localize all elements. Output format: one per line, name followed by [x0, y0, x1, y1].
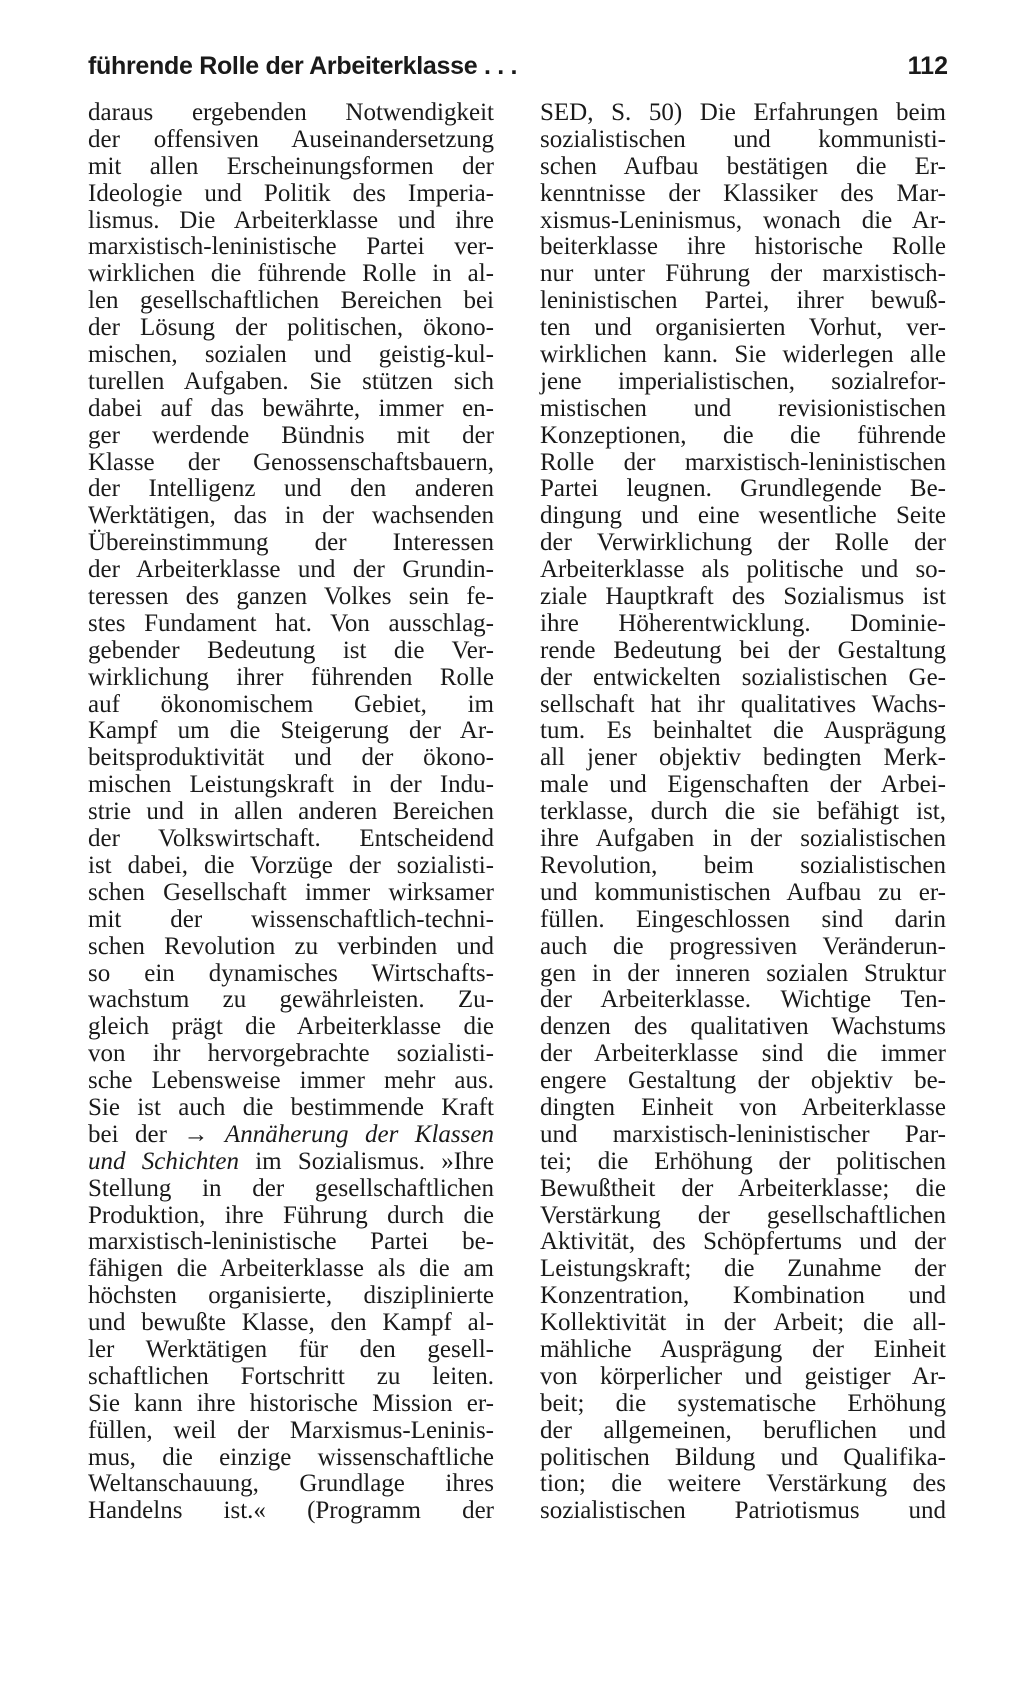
text-line: der Intelligenz und den anderen — [88, 475, 494, 503]
text-line: daraus ergebenden Notwendigkeit — [88, 99, 494, 126]
text-line: der Verwirklichung der Rolle der — [540, 529, 946, 557]
text-line: kenntnisse der Klassiker des Mar- — [540, 179, 946, 207]
text-line: Sie ist auch die bestimmende Kraft — [88, 1093, 494, 1121]
text-line: Ideologie und Politik des Imperia- — [88, 179, 494, 207]
text-line: ihre Höherentwicklung. Dominie- — [540, 609, 946, 637]
text-line: mit allen Erscheinungsformen der — [88, 152, 494, 180]
text-line: der entwickelten sozialistischen Ge- — [540, 663, 946, 691]
text-line: auf ökonomischem Gebiet, im — [88, 690, 494, 718]
text-line: Weltanschauung, Grundlage ihres — [88, 1470, 494, 1498]
text-line: Partei leugnen. Grundlegende Be- — [540, 475, 946, 503]
text-line: gleich prägt die Arbeiterklasse die — [88, 1013, 494, 1041]
text-line: Stellung in der gesellschaftlichen — [88, 1174, 494, 1202]
cross-reference-arrow-icon: → — [183, 1120, 209, 1148]
text-line: Produktion, ihre Führung durch die — [88, 1201, 494, 1229]
text-line: Konzentration, Kombination und — [540, 1282, 946, 1310]
text-line: mähliche Ausprägung der Einheit — [540, 1335, 946, 1363]
text-line: mischen, sozialen und geistig-kul- — [88, 341, 494, 369]
text-line: der Lösung der politischen, ökono- — [88, 314, 494, 342]
text-line: politischen Bildung und Qualifika- — [540, 1443, 946, 1471]
text-line: marxistisch-leninistische Partei ver- — [88, 233, 494, 261]
text-line: der Arbeiterklasse. Wichtige Ten- — [540, 986, 946, 1014]
text-line: schen Revolution zu verbinden und — [88, 932, 494, 960]
text-line: ist dabei, die Vorzüge der sozialisti- — [88, 851, 494, 879]
text-line: tum. Es beinhaltet die Ausprägung — [540, 717, 946, 745]
text-line: der offensiven Auseinandersetzung — [88, 125, 494, 153]
text-line: und marxistisch-leninistischer Par- — [540, 1120, 946, 1148]
text-line: xismus-Leninismus, wonach die Ar- — [540, 206, 946, 234]
text-line: wirklichen kann. Sie widerlegen alle — [540, 341, 946, 369]
text-line: turellen Aufgaben. Sie stützen sich — [88, 367, 494, 395]
text-line: der Arbeiterklasse und der Grundin- — [88, 556, 494, 584]
text-line: ten und organisierten Vorhut, ver- — [540, 314, 946, 342]
text-line: schen Aufbau bestätigen die Er- — [540, 152, 946, 180]
text-line: der allgemeinen, beruflichen und — [540, 1416, 946, 1444]
text-line: von körperlicher und geistiger Ar- — [540, 1362, 946, 1390]
text-line: von ihr hervorgebrachte sozialisti- — [88, 1040, 494, 1068]
text-line: SED, S. 50) Die Erfahrungen beim — [540, 99, 946, 126]
right-column — [540, 100, 946, 1525]
text-line: Klasse der Genossenschaftsbauern, — [88, 448, 494, 476]
text-line: Verstärkung der gesellschaftlichen — [540, 1201, 946, 1229]
text-line: leninistischen Partei, ihrer bewuß- — [540, 287, 946, 315]
text-line: strie und in allen anderen Bereichen — [88, 798, 494, 826]
text-line: all jener objektiv bedingten Merk- — [540, 744, 946, 772]
text-line: wachstum zu gewährleisten. Zu- — [88, 986, 494, 1014]
text-line: Aktivität, des Schöpfertums und der — [540, 1228, 946, 1256]
text-line: sellschaft hat ihr qualitatives Wachs- — [540, 690, 946, 718]
text-line: wirklichen die führende Rolle in al- — [88, 260, 494, 288]
text-line: so ein dynamisches Wirtschafts- — [88, 959, 494, 987]
text-line: der Arbeiterklasse sind die immer — [540, 1040, 946, 1068]
cross-reference-link: Annäherung der Klassen — [224, 1120, 494, 1148]
text-line: terklasse, durch die sie befähigt ist, — [540, 798, 946, 826]
text-line: ihre Aufgaben in der sozialistischen — [540, 825, 946, 853]
text-line: Rolle der marxistisch-leninistischen — [540, 448, 946, 476]
text-line: tei; die Erhöhung der politischen — [540, 1147, 946, 1175]
text-line: bei der → Annäherung der Klassen — [88, 1120, 494, 1148]
text-line: und kommunistischen Aufbau zu er- — [540, 878, 946, 906]
text-line: beiterklasse ihre historische Rolle — [540, 233, 946, 261]
text-line: Leistungskraft; die Zunahme der — [540, 1255, 946, 1283]
text-line: schen Gesellschaft immer wirksamer — [88, 878, 494, 906]
text-line: mistischen und revisionistischen — [540, 394, 946, 422]
text-line: Handelns ist.« (Programm der — [88, 1497, 494, 1525]
text-line: sozialistischen und kommunisti- — [540, 125, 946, 153]
text-line: beitsproduktivität und der ökono- — [88, 744, 494, 772]
text-line: rende Bedeutung bei der Gestaltung — [540, 636, 946, 664]
text-line: sche Lebensweise immer mehr aus. — [88, 1067, 494, 1095]
text-line: mus, die einzige wissenschaftliche — [88, 1443, 494, 1471]
text-line: fähigen die Arbeiterklasse als die am — [88, 1255, 494, 1283]
text-line: Konzeptionen, die die führende — [540, 421, 946, 449]
text-line: Sie kann ihre historische Mission er- — [88, 1389, 494, 1417]
text-line: schaftlichen Fortschritt zu leiten. — [88, 1362, 494, 1390]
text-line: gebender Bedeutung ist die Ver- — [88, 636, 494, 664]
left-column — [88, 100, 494, 1525]
text-line: dingung und eine wesentliche Seite — [540, 502, 946, 530]
cross-reference-link-cont: und Schichten — [88, 1147, 239, 1175]
text-line: und Schichten im Sozialismus. »Ihre — [88, 1147, 494, 1175]
text-line: beit; die systematische Erhöhung — [540, 1389, 946, 1417]
text-line: sozialistischen Patriotismus und — [540, 1497, 946, 1525]
text-line: ler Werktätigen für den gesell- — [88, 1335, 494, 1363]
text-line: ziale Hauptkraft des Sozialismus ist — [540, 583, 946, 611]
text-line: Bewußtheit der Arbeiterklasse; die — [540, 1174, 946, 1202]
text-line: Übereinstimmung der Interessen — [88, 529, 494, 557]
text-line: stes Fundament hat. Von ausschlag- — [88, 609, 494, 637]
text-line: dabei auf das bewährte, immer en- — [88, 394, 494, 422]
text-line: nur unter Führung der marxistisch- — [540, 260, 946, 288]
page-header — [88, 52, 948, 92]
text-line: teressen des ganzen Volkes sein fe- — [88, 583, 494, 611]
text-line: engere Gestaltung der objektiv be- — [540, 1067, 946, 1095]
text-line: marxistisch-leninistische Partei be- — [88, 1228, 494, 1256]
text-line: len gesellschaftlichen Bereichen bei — [88, 287, 494, 315]
text-line: auch die progressiven Veränderun- — [540, 932, 946, 960]
text-line: und bewußte Klasse, den Kampf al- — [88, 1309, 494, 1337]
text-line: ger werdende Bündnis mit der — [88, 421, 494, 449]
text-line: füllen. Eingeschlossen sind darin — [540, 905, 946, 933]
running-head: führende Rolle der Arbeiterklasse . . . — [88, 52, 518, 80]
text-line: höchsten organisierte, disziplinierte — [88, 1282, 494, 1310]
text-line: der Volkswirtschaft. Entscheidend — [88, 825, 494, 853]
text-line: Revolution, beim sozialistischen — [540, 851, 946, 879]
text-line: gen in der inneren sozialen Struktur — [540, 959, 946, 987]
page-number: 112 — [907, 52, 948, 80]
text-line: Kollektivität in der Arbeit; die all- — [540, 1309, 946, 1337]
text-line: Werktätigen, das in der wachsenden — [88, 502, 494, 530]
text-line: wirklichung ihrer führenden Rolle — [88, 663, 494, 691]
text-line: male und Eigenschaften der Arbei- — [540, 771, 946, 799]
text-line: Kampf um die Steigerung der Ar- — [88, 717, 494, 745]
text-line: mit der wissenschaftlich-techni- — [88, 905, 494, 933]
text-line: jene imperialistischen, sozialrefor- — [540, 367, 946, 395]
text-line: mischen Leistungskraft in der Indu- — [88, 771, 494, 799]
text-line: denzen des qualitativen Wachstums — [540, 1013, 946, 1041]
text-line: füllen, weil der Marxismus-Leninis- — [88, 1416, 494, 1444]
text-line: tion; die weitere Verstärkung des — [540, 1470, 946, 1498]
text-line: dingten Einheit von Arbeiterklasse — [540, 1093, 946, 1121]
text-line: Arbeiterklasse als politische und so- — [540, 556, 946, 584]
text-line: lismus. Die Arbeiterklasse und ihre — [88, 206, 494, 234]
